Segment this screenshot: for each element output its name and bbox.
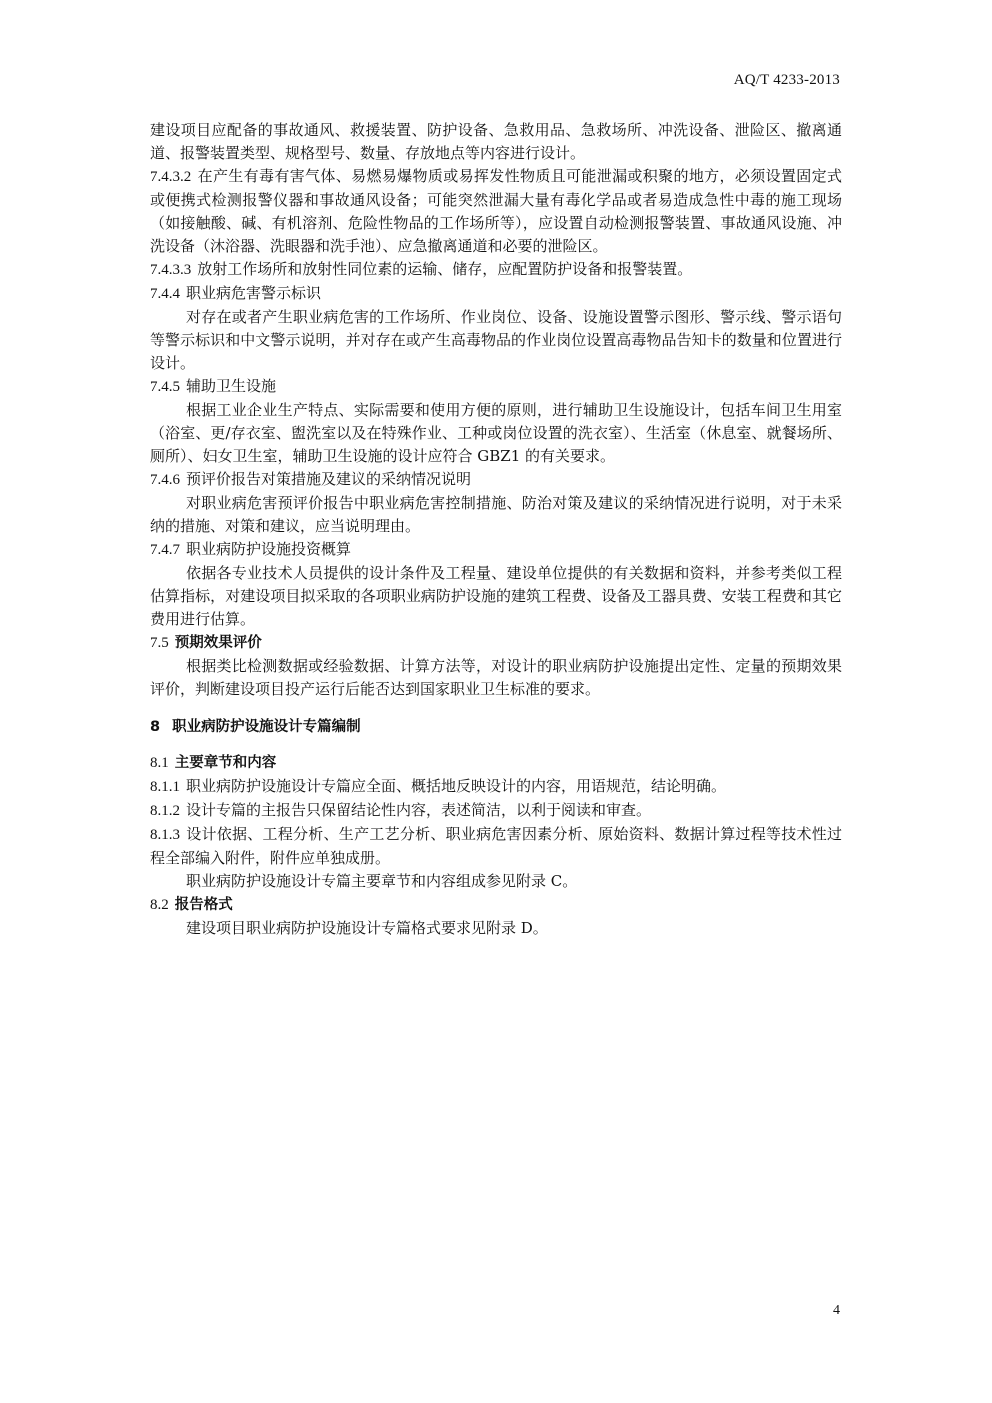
clause-8-1-2	[150, 799, 842, 823]
clause-text: 在产生有毒有害气体、易燃易爆物质或易挥发性物质且可能泄漏或积聚的地方，必须设置固定式或便携式检测报警仪器和事故通风设备；可能突然泄漏大量有毒化学品或者易造成急性中毒的施工现场（如接触酸、碱、有机溶剂、危险性物品的工作场所等），应设置自动检测报警装置、事故通风设施、冲洗设备（沐浴器、洗眼器和洗手池）、应急撤离通道和必要的泄险区。	[150, 167, 842, 255]
heading-title: 预期效果评价	[174, 635, 262, 651]
paragraph-emergency-equipment: 建设项目应配备的事故通风、救援装置、防护设备、急救用品、急救场所、冲洗设备、泄险区、撤离通道、报警装置类型、规格型号、数量、存放地点等内容进行设计。	[150, 121, 842, 162]
heading-title: 报告格式	[174, 897, 233, 913]
chapter-title: 职业病防护设施设计专篇编制	[172, 719, 361, 735]
note-8-1-3: 职业病防护设施设计专篇主要章节和内容组成参见附录 C。	[186, 872, 578, 890]
heading-title: 预评价报告对策措施及建议的采纳情况说明	[186, 470, 472, 488]
clause-text: 设计依据、工程分析、生产工艺分析、职业病危害因素分析、原始资料、数据计算过程等技术性过程全部编入附件，附件应单独成册。	[150, 825, 842, 867]
clause-number: 8.1.2	[150, 803, 180, 819]
page-number: 4	[833, 1303, 840, 1318]
chapter-number: 8	[150, 719, 161, 735]
clause-number: 8.1.3	[150, 827, 180, 843]
heading-8-1	[150, 751, 842, 775]
clause-text: 放射工作场所和放射性同位素的运输、储存，应配置防护设备和报警装置。	[197, 260, 693, 278]
clause-number: 8.1.1	[150, 779, 180, 795]
clause-7-4-3-3	[150, 258, 842, 282]
clause-number: 8.1	[150, 755, 169, 771]
heading-title: 辅助卫生设施	[186, 377, 277, 395]
chapter-8-heading	[150, 715, 842, 739]
clause-8-1-1	[150, 775, 842, 799]
heading-title: 主要章节和内容	[174, 755, 277, 771]
body-7-4-5: 根据工业企业生产特点、实际需要和使用方便的原则，进行辅助卫生设施设计，包括车间卫生用室（浴室、更/存衣室、盥洗室以及在特殊作业、工种或岗位设置的洗衣室）、生活室（休息室、就餐场所、厕所）、妇女卫生室，辅助卫生设施的设计应符合 GBZ1 的有关要求。	[150, 401, 842, 465]
heading-title: 职业病危害警示标识	[186, 284, 322, 302]
clause-7-4-3-2	[150, 165, 842, 258]
clause-number: 7.4.6	[150, 472, 180, 488]
heading-title: 职业病防护设施投资概算	[186, 540, 352, 558]
clause-number: 7.4.7	[150, 542, 180, 558]
body-7-4-6: 对职业病危害预评价报告中职业病危害控制措施、防治对策及建议的采纳情况进行说明，对于未采纳的措施、对策和建议，应当说明理由。	[150, 494, 842, 535]
clause-number: 8.2	[150, 897, 169, 913]
clause-number: 7.4.4	[150, 286, 180, 302]
clause-text: 设计专篇的主报告只保留结论性内容，表述简洁，以利于阅读和审查。	[186, 801, 652, 819]
body-7-4-4: 对存在或者产生职业病危害的工作场所、作业岗位、设备、设施设置警示图形、警示线、警示语句等警示标识和中文警示说明，并对存在或产生高毒物品的作业岗位设置高毒物品告知卡的数量和位置进行设计。	[150, 308, 842, 372]
clause-number: 7.5	[150, 635, 169, 651]
body-7-4-7: 依据各专业技术人员提供的设计条件及工程量、建设单位提供的有关数据和资料，并参考类似工程估算指标，对建设项目拟采取的各项职业病防护设施的建筑工程费、设备及工器具费、安装工程费和其它费用进行估算。	[150, 564, 842, 628]
heading-7-4-5	[150, 375, 842, 399]
document-body	[150, 119, 842, 940]
heading-7-4-7	[150, 538, 842, 562]
heading-8-2	[150, 893, 842, 917]
body-8-2: 建设项目职业病防护设施设计专篇格式要求见附录 D。	[186, 919, 548, 937]
clause-8-1-3	[150, 823, 842, 870]
heading-7-5	[150, 631, 842, 655]
clause-text: 职业病防护设施设计专篇应全面、概括地反映设计的内容，用语规范，结论明确。	[186, 777, 727, 795]
clause-number: 7.4.3.2	[150, 169, 192, 185]
standard-code-header: AQ/T 4233-2013	[733, 72, 840, 88]
body-7-5: 根据类比检测数据或经验数据、计算方法等，对设计的职业病防护设施提出定性、定量的预期效果评价，判断建设项目投产运行后能否达到国家职业卫生标准的要求。	[150, 657, 842, 698]
heading-7-4-4	[150, 282, 842, 306]
clause-number: 7.4.5	[150, 379, 180, 395]
heading-7-4-6	[150, 468, 842, 492]
clause-number: 7.4.3.3	[150, 262, 192, 278]
